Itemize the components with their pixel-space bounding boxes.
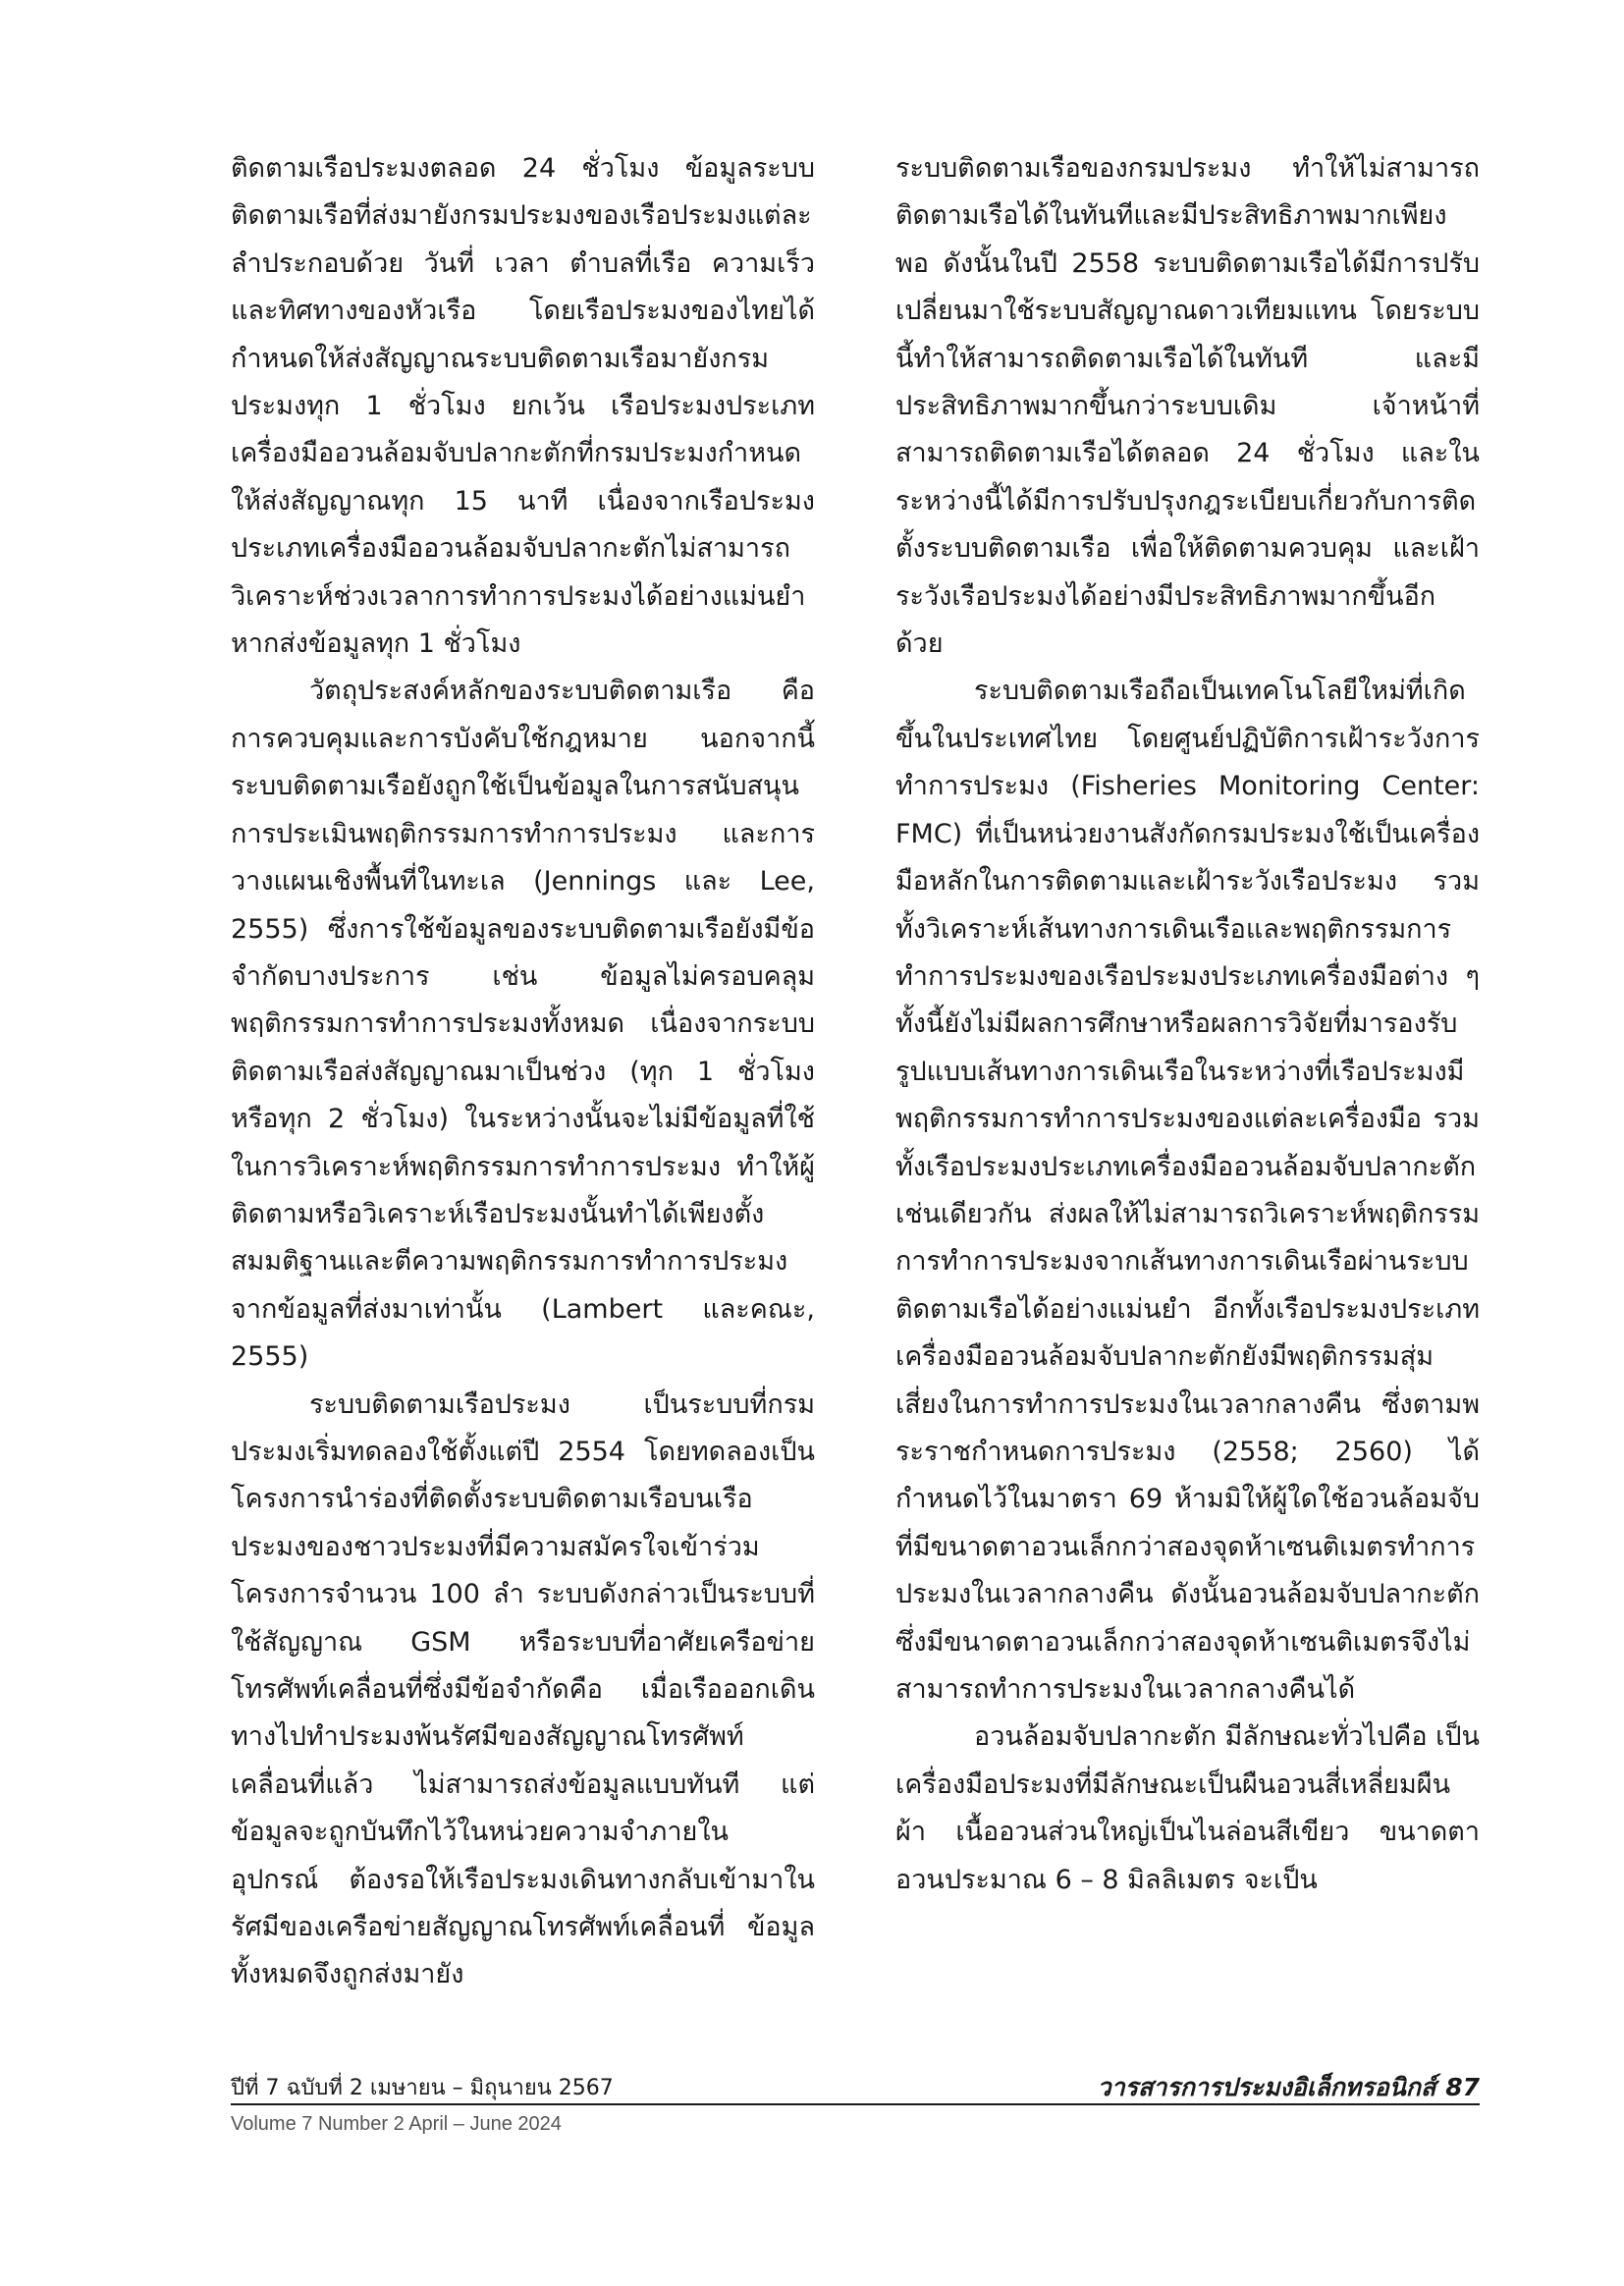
body-paragraph: ติดตามเรือประมงตลอด 24 ชั่วโมง ข้อมูลระบบติดตามเรือที่ส่งมายังกรมประมงของเรือประมงแต่ละลำประกอบด้วย วันที่ เวลา ตำบลที่เรือ ความเร็ว และทิศทางของหัวเรือ โดยเรือประมงของไทยได้กำหนดให้ส่งสัญญาณระบบติดตามเรือมายังกรมประมงทุก 1 ชั่วโมง ยกเว้น เรือประมงประเภทเครื่องมืออวนล้อมจับปลากะตักที่กรมประมงกำหนดให้ส่งสัญญาณทุก 15 นาที เนื่องจากเรือประมงประเภทเครื่องมืออวนล้อมจับปลากะตักไม่สามารถวิเคราะห์ช่วงเวลาการทำการประมงได้อย่างแม่นยำหากส่งข้อมูลทุก 1 ชั่วโมง	[231, 153, 815, 660]
page-number: 87	[1445, 2073, 1480, 2101]
body-paragraph: ระบบติดตามเรือของกรมประมง ทำให้ไม่สามารถติดตามเรือได้ในทันทีและมีประสิทธิภาพมากเพียงพอ ดังนั้นในปี 2558 ระบบติดตามเรือได้มีการปรับเปลี่ยนมาใช้ระบบสัญญาณดาวเทียมแทน โดยระบบนี้ทำให้สามารถติดตามเรือได้ในทันที และมีประสิทธิภาพมากขึ้นกว่าระบบเดิม เจ้าหน้าที่สามารถติดตามเรือได้ตลอด 24 ชั่วโมง และในระหว่างนี้ได้มีการปรับปรุงกฎระเบียบเกี่ยวกับการติดตั้งระบบติดตามเรือ เพื่อให้ติดตามควบคุม และเฝ้าระวังเรือประมงได้อย่างมีประสิทธิภาพมากขึ้นอีกด้วย	[895, 153, 1480, 660]
body-paragraph: ระบบติดตามเรือประมง เป็นระบบที่กรมประมงเริ่มทดลองใช้ตั้งแต่ปี 2554 โดยทดลองเป็นโครงการนำร่องที่ติดตั้งระบบติดตามเรือบนเรือประมงของชาวประมงที่มีความสมัครใจเข้าร่วมโครงการจำนวน 100 ลำ ระบบดังกล่าวเป็นระบบที่ใช้สัญญาณ GSM หรือระบบที่อาศัยเครือข่ายโทรศัพท์เคลื่อนที่ซึ่งมีข้อจำกัดคือ เมื่อเรือออกเดินทางไปทำประมงพ้นรัศมีของสัญญาณโทรศัพท์เคลื่อนที่แล้ว ไม่สามารถส่งข้อมูลแบบทันที แต่ข้อมูลจะถูกบันทึกไว้ในหน่วยความจำภายในอุปกรณ์ ต้องรอให้เรือประมงเดินทางกลับเข้ามาในรัศมีของเครือข่ายสัญญาณโทรศัพท์เคลื่อนที่ ข้อมูลทั้งหมดจึงถูกส่งมายัง	[231, 1388, 815, 1990]
footer-issue-thai: ปีที่ 7 ฉบับที่ 2 เมษายน – มิถุนายน 2567	[231, 2074, 620, 2103]
footer-divider	[231, 2103, 1480, 2105]
body-paragraph: อวนล้อมจับปลากะตัก มีลักษณะทั่วไปคือ เป็นเครื่องมือประมงที่มีลักษณะเป็นผืนอวนสี่เหลี่ยมผืนผ้า เนื้ออวนส่วนใหญ่เป็นไนล่อนสีเขียว ขนาดตาอวนประมาณ 6 – 8 มิลลิเมตร จะเป็น	[895, 1721, 1480, 1895]
journal-name: วารสารการประมงอิเล็กทรอนิกส์	[1097, 2073, 1436, 2101]
body-paragraph: วัตถุประสงค์หลักของระบบติดตามเรือ คือ การควบคุมและการบังคับใช้กฎหมาย นอกจากนี้ ระบบติดตามเรือยังถูกใช้เป็นข้อมูลในการสนับสนุนการประเมินพฤติกรรมการทำการประมง และการวางแผนเชิงพื้นที่ในทะเล (Jennings และ Lee, 2555) ซึ่งการใช้ข้อมูลของระบบติดตามเรือยังมีข้อจำกัดบางประการ เช่น ข้อมูลไม่ครอบคลุมพฤติกรรมการทำการประมงทั้งหมด เนื่องจากระบบติดตามเรือส่งสัญญาณมาเป็นช่วง (ทุก 1 ชั่วโมง หรือทุก 2 ชั่วโมง) ในระหว่างนั้นจะไม่มีข้อมูลที่ใช้ในการวิเคราะห์พฤติกรรมการทำการประมง ทำให้ผู้ติดตามหรือวิเคราะห์เรือประมงนั้นทำได้เพียงตั้งสมมติฐานและตีความพฤติกรรมการทำการประมง จากข้อมูลที่ส่งมาเท่านั้น (Lambert และคณะ, 2555)	[231, 676, 815, 1373]
left-column	[231, 145, 815, 1999]
footer-journal-title	[1092, 2072, 1480, 2103]
footer-issue-english: Volume 7 Number 2 April – June 2024	[231, 2113, 562, 2135]
body-paragraph: ระบบติดตามเรือถือเป็นเทคโนโลยีใหม่ที่เกิดขึ้นในประเทศไทย โดยศูนย์ปฏิบัติการเฝ้าระวังการทำการประมง (Fisheries Monitoring Center: FMC) ที่เป็นหน่วยงานสังกัดกรมประมงใช้เป็นเครื่องมือหลักในการติดตามและเฝ้าระวังเรือประมง รวมทั้งวิเคราะห์เส้นทางการเดินเรือและพฤติกรรมการทำการประมงของเรือประมงประเภทเครื่องมือต่าง ๆ ทั้งนี้ยังไม่มีผลการศึกษาหรือผลการวิจัยที่มารองรับรูปแบบเส้นทางการเดินเรือในระหว่างที่เรือประมงมีพฤติกรรมการทำการประมงของแต่ละเครื่องมือ รวมทั้งเรือประมงประเภทเครื่องมืออวนล้อมจับปลากะตักเช่นเดียวกัน ส่งผลให้ไม่สามารถวิเคราะห์พฤติกรรมการทำการประมงจากเส้นทางการเดินเรือผ่านระบบติดตามเรือได้อย่างแม่นยำ อีกทั้งเรือประมงประเภทเครื่องมืออวนล้อมจับปลากะตักยังมีพฤติกรรมสุ่มเสี่ยงในการทำการประมงในเวลากลางคืน ซึ่งตามพระราชกำหนดการประมง (2558; 2560) ได้กำหนดไว้ในมาตรา 69 ห้ามมิให้ผู้ใดใช้อวนล้อมจับที่มีขนาดตาอวนเล็กกว่าสองจุดห้าเซนติเมตรทำการประมงในเวลากลางคืน ดังนั้นอวนล้อมจับปลากะตักซึ่งมีขนาดตาอวนเล็กกว่าสองจุดห้าเซนติเมตรจึงไม่สามารถทำการประมงในเวลากลางคืนได้	[895, 676, 1480, 1705]
right-column	[895, 145, 1480, 1904]
